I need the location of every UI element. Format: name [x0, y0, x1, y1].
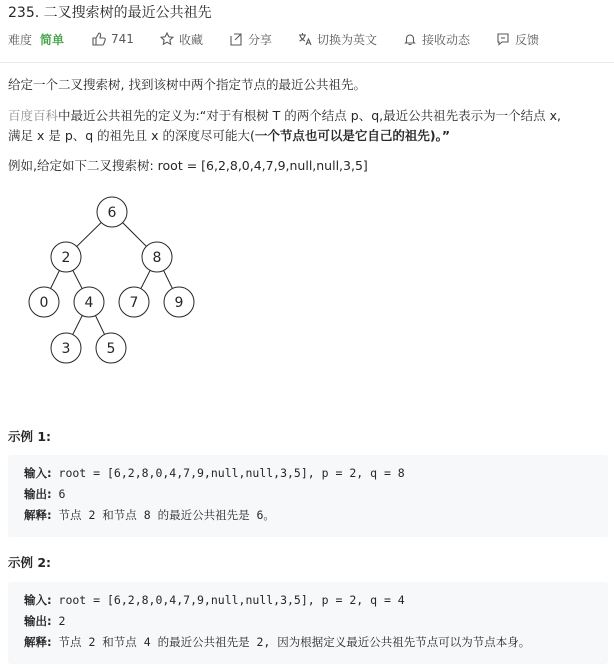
example-2-title: 示例 2:	[8, 555, 52, 570]
output-value: 6	[51, 487, 66, 501]
switch-english-button[interactable]	[298, 31, 377, 48]
description-intro: 给定一个二叉搜索树, 找到该树中两个指定节点的最近公共祖先。	[8, 77, 366, 92]
input-value: root = [6,2,8,0,4,7,9,null,null,3,5], p = 2, q = 4	[51, 593, 405, 607]
tree-node-0	[29, 287, 59, 317]
tree-node-label: 5	[106, 341, 116, 357]
like-count: 741	[111, 32, 134, 46]
baike-link[interactable]: 百度百科	[8, 108, 59, 123]
input-value: root = [6,2,8,0,4,7,9,null,null,3,5], p = 2, q = 8	[51, 466, 405, 480]
tree-node-label: 7	[129, 295, 139, 311]
tree-node-label: 3	[61, 341, 71, 357]
tree-node-label: 8	[152, 250, 162, 266]
tree-node-label: 4	[84, 295, 94, 311]
binary-search-tree-diagram	[0, 190, 240, 370]
definition-line-2	[8, 126, 450, 146]
problem-title: 235. 二叉搜索树的最近公共祖先	[8, 5, 212, 21]
input-label: 输入:	[24, 593, 52, 607]
tree-node-9	[164, 287, 194, 317]
tree-node-8	[142, 242, 172, 272]
notify-button[interactable]	[403, 31, 470, 48]
example-1-box	[8, 455, 608, 537]
translate-icon	[298, 32, 312, 46]
feedback-button[interactable]	[496, 31, 539, 48]
tree-node-7	[119, 287, 149, 317]
thumbs-up-icon	[92, 32, 106, 46]
tree-node-5	[96, 333, 126, 363]
tree-node-label: 9	[174, 295, 184, 311]
divider	[0, 62, 614, 63]
notify-label: 接收动态	[421, 32, 470, 47]
example-intro: 例如,给定如下二叉搜索树: root = [6,2,8,0,4,7,9,null,null,3,5]	[8, 158, 368, 173]
definition-bold: 一个节点也可以是它自己的祖先	[254, 128, 430, 143]
example-2-box	[8, 582, 608, 664]
example-2-input	[24, 590, 608, 611]
tree-node-label: 0	[39, 295, 49, 311]
example-1-output	[24, 484, 608, 505]
explain-label: 解释:	[24, 635, 52, 649]
difficulty-badge: 简单	[40, 32, 65, 47]
switch-english-label: 切换为英文	[316, 32, 377, 47]
explain-value: 节点 2 和节点 8 的最近公共祖先是 6。	[51, 508, 275, 522]
favorite-label: 收藏	[178, 32, 203, 47]
definition-line-1	[8, 106, 561, 126]
problem-toolbar	[8, 30, 565, 48]
tree-node-6	[97, 197, 127, 227]
example-1-input	[24, 463, 608, 484]
feedback-icon	[496, 32, 510, 46]
definition-text: 中最近公共祖先的定义为:“对于有根树 T 的两个结点 p、q,最近公共祖先表示为一个结点 x,	[58, 108, 561, 123]
feedback-label: 反馈	[515, 32, 540, 47]
example-2-explain	[24, 632, 608, 653]
example-1-title: 示例 1:	[8, 429, 52, 444]
definition-text-2: 满足 x 是 p、q 的祖先且 x 的深度尽可能大(	[8, 128, 255, 143]
output-label: 输出:	[24, 614, 52, 628]
favorite-button[interactable]	[160, 31, 203, 48]
tree-node-4	[74, 287, 104, 317]
input-label: 输入:	[24, 466, 52, 480]
like-button[interactable]	[92, 32, 134, 46]
share-button[interactable]	[229, 31, 272, 48]
output-label: 输出:	[24, 487, 52, 501]
tree-node-label: 6	[107, 205, 117, 221]
bell-icon	[403, 32, 417, 46]
share-label: 分享	[247, 32, 272, 47]
difficulty-label: 难度	[8, 32, 33, 47]
definition-end: )。”	[429, 128, 451, 143]
output-value: 2	[51, 614, 66, 628]
explain-value: 节点 2 和节点 4 的最近公共祖先是 2, 因为根据定义最近公共祖先节点可以为节点本身。	[51, 635, 531, 649]
tree-node-2	[51, 242, 81, 272]
share-icon	[229, 32, 243, 46]
explain-label: 解释:	[24, 508, 52, 522]
tree-node-3	[51, 333, 81, 363]
example-2-output	[24, 611, 608, 632]
tree-node-label: 2	[61, 250, 71, 266]
example-1-explain	[24, 505, 608, 526]
star-icon	[160, 32, 174, 46]
